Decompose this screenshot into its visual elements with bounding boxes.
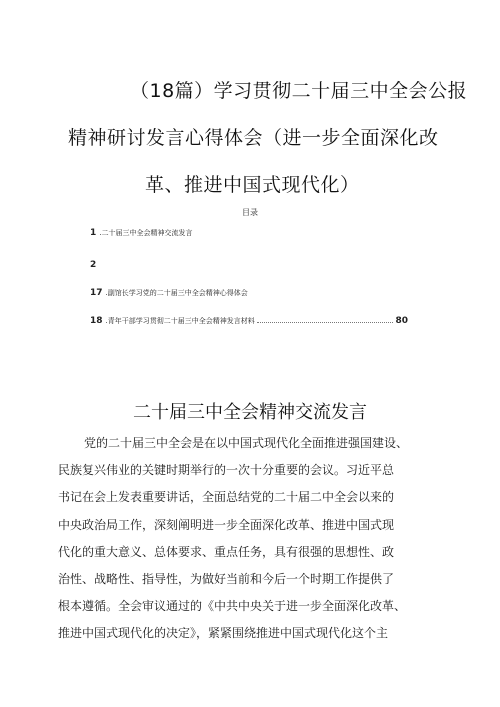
body-line: 书记在会上发表重要讲话，全面总结党的二十届二中全会以来的 [58, 490, 395, 505]
toc-leader-dots [257, 321, 394, 323]
toc-entry-text: .副馆长学习党的二十届三中全会精神心得体会 [105, 289, 248, 297]
document-title-line-1: （18篇）学习贯彻二十届三中全会公报 [130, 80, 468, 102]
body-line: 治性、战略性、指导性，为做好当前和今后一个时期工作提供了 [58, 572, 395, 587]
document-title-line-2: 精神研讨发言心得体会（进一步全面深化改 [68, 127, 439, 149]
toc-entry-number: 1 [90, 228, 97, 238]
body-line: 中央政治局工作，深刻阐明进一步全面深化改革、推进中国式现 [58, 517, 395, 532]
body-line: 根本遵循。全会审议通过的《中共中央关于进一步全面深化改革、 [58, 599, 407, 614]
body-line: 民族复兴伟业的关键时期举行的一次十分重要的会议。习近平总 [58, 463, 395, 478]
toc-entry[interactable] [90, 316, 408, 326]
toc-entry[interactable] [90, 260, 408, 270]
body-line: 推进中国式现代化的决定》，紧紧围绕推进中国式现代化这个主 [58, 626, 389, 641]
toc-entry[interactable] [90, 288, 408, 298]
toc-heading: 目录 [242, 208, 258, 217]
body-line: 代化的重大意义、总体要求、重点任务，具有很强的思想性、政 [58, 544, 395, 559]
toc-entry-page: 80 [395, 316, 408, 326]
toc-entry[interactable] [90, 228, 408, 238]
section-title: 二十届三中全会精神交流发言 [133, 402, 367, 423]
document-title-line-3: 革、推进中国式现代化） [145, 174, 360, 196]
body-paragraph [58, 430, 444, 648]
toc-entry-text: .二十届三中全会精神交流发言 [99, 229, 193, 237]
toc-entry-number: 18 [90, 316, 103, 326]
toc-entry-number: 17 [90, 288, 103, 298]
toc-entry-number: 2 [90, 260, 97, 270]
body-line: 党的二十届三中全会是在以中国式现代化全面推进强国建设、 [84, 436, 409, 450]
toc-entry-text: .青年干部学习贯彻二十届三中全会精神发言材料 [105, 317, 255, 325]
